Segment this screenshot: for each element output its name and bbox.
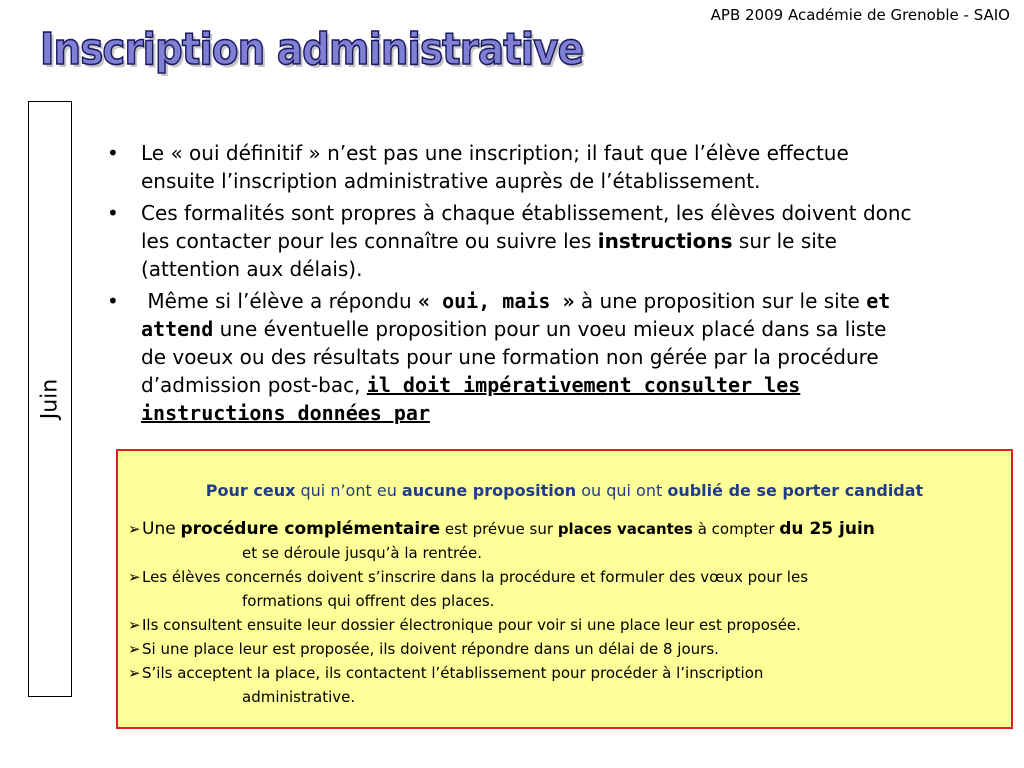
side-tab: [28, 101, 72, 697]
bullet-item: [107, 199, 917, 283]
bullet-text: sur le site (attention aux délais).: [141, 229, 837, 281]
arrow-icon: ➢: [128, 616, 141, 634]
intro-text: qui n’ont eu: [300, 481, 397, 500]
page-title: Inscription administrative: [40, 24, 583, 75]
info-text: est prévue sur: [444, 520, 554, 538]
bullet-text: Même si l’élève a répondu: [147, 289, 412, 313]
info-emphasis: places vacantes: [557, 520, 693, 538]
info-item: [128, 565, 1001, 613]
bullet-text: à une proposition sur le site: [580, 289, 860, 313]
arrow-icon: ➢: [128, 520, 141, 538]
info-box-intro: [128, 479, 1001, 503]
info-text: Les élèves concernés doivent s’inscrire dans la procédure et formuler des vœux pour les: [142, 568, 809, 586]
bullet-emphasis: « oui, mais »: [418, 289, 575, 313]
bullet-item: [107, 139, 917, 195]
info-item: [128, 613, 1001, 637]
arrow-icon: ➢: [128, 640, 141, 658]
intro-emphasis: aucune proposition: [401, 481, 577, 500]
info-item: [128, 637, 1001, 661]
intro-emphasis: oublié de se porter candidat: [667, 481, 924, 500]
info-text: et se déroule jusqu’à la rentrée.: [242, 544, 483, 562]
arrow-icon: ➢: [128, 664, 141, 682]
info-text: formations qui offrent des places.: [242, 592, 495, 610]
info-text: Une: [142, 519, 176, 539]
header-caption: APB 2009 Académie de Grenoble - SAIO: [710, 6, 1010, 24]
info-text: Si une place leur est proposée, ils doivent répondre dans un délai de 8 jours.: [142, 640, 719, 658]
intro-emphasis: Pour ceux: [205, 481, 296, 500]
info-emphasis: procédure complémentaire: [180, 519, 441, 539]
info-text: administrative.: [242, 688, 356, 706]
bullet-text: Le « oui définitif » n’est pas une inscription; il faut que l’élève effectue ensuite l’inscription administrative auprès de l’établissement.: [141, 141, 849, 193]
info-box: [116, 449, 1013, 729]
bullet-emphasis: et attend: [141, 289, 891, 341]
info-text: Ils consultent ensuite leur dossier électronique pour voir si une place leur est proposée.: [142, 616, 801, 634]
side-tab-label: Juin: [37, 378, 63, 420]
info-text: à compter: [697, 520, 775, 538]
bullet-emphasis: il doit impérativement consulter les instructions données par: [141, 373, 801, 425]
arrow-icon: ➢: [128, 568, 141, 586]
bullet-list: [107, 139, 917, 431]
bullet-item: [107, 287, 917, 427]
bullet-emphasis: instructions: [597, 229, 733, 253]
info-item: [128, 661, 1001, 709]
info-item: [128, 517, 1001, 565]
intro-text: ou qui ont: [581, 481, 663, 500]
info-emphasis: du 25 juin: [779, 519, 875, 539]
info-text: S’ils acceptent la place, ils contactent l’établissement pour procéder à l’inscription: [142, 664, 764, 682]
bullet-text: Ces formalités sont propres à chaque établissement, les élèves doivent donc les contacter pour les connaître ou suivre les: [141, 201, 912, 253]
bullet-text: une éventuelle proposition pour un voeu mieux placé dans sa liste de voeux ou des résultats pour une formation non gérée par la procédure d’admission post-bac,: [141, 317, 887, 397]
